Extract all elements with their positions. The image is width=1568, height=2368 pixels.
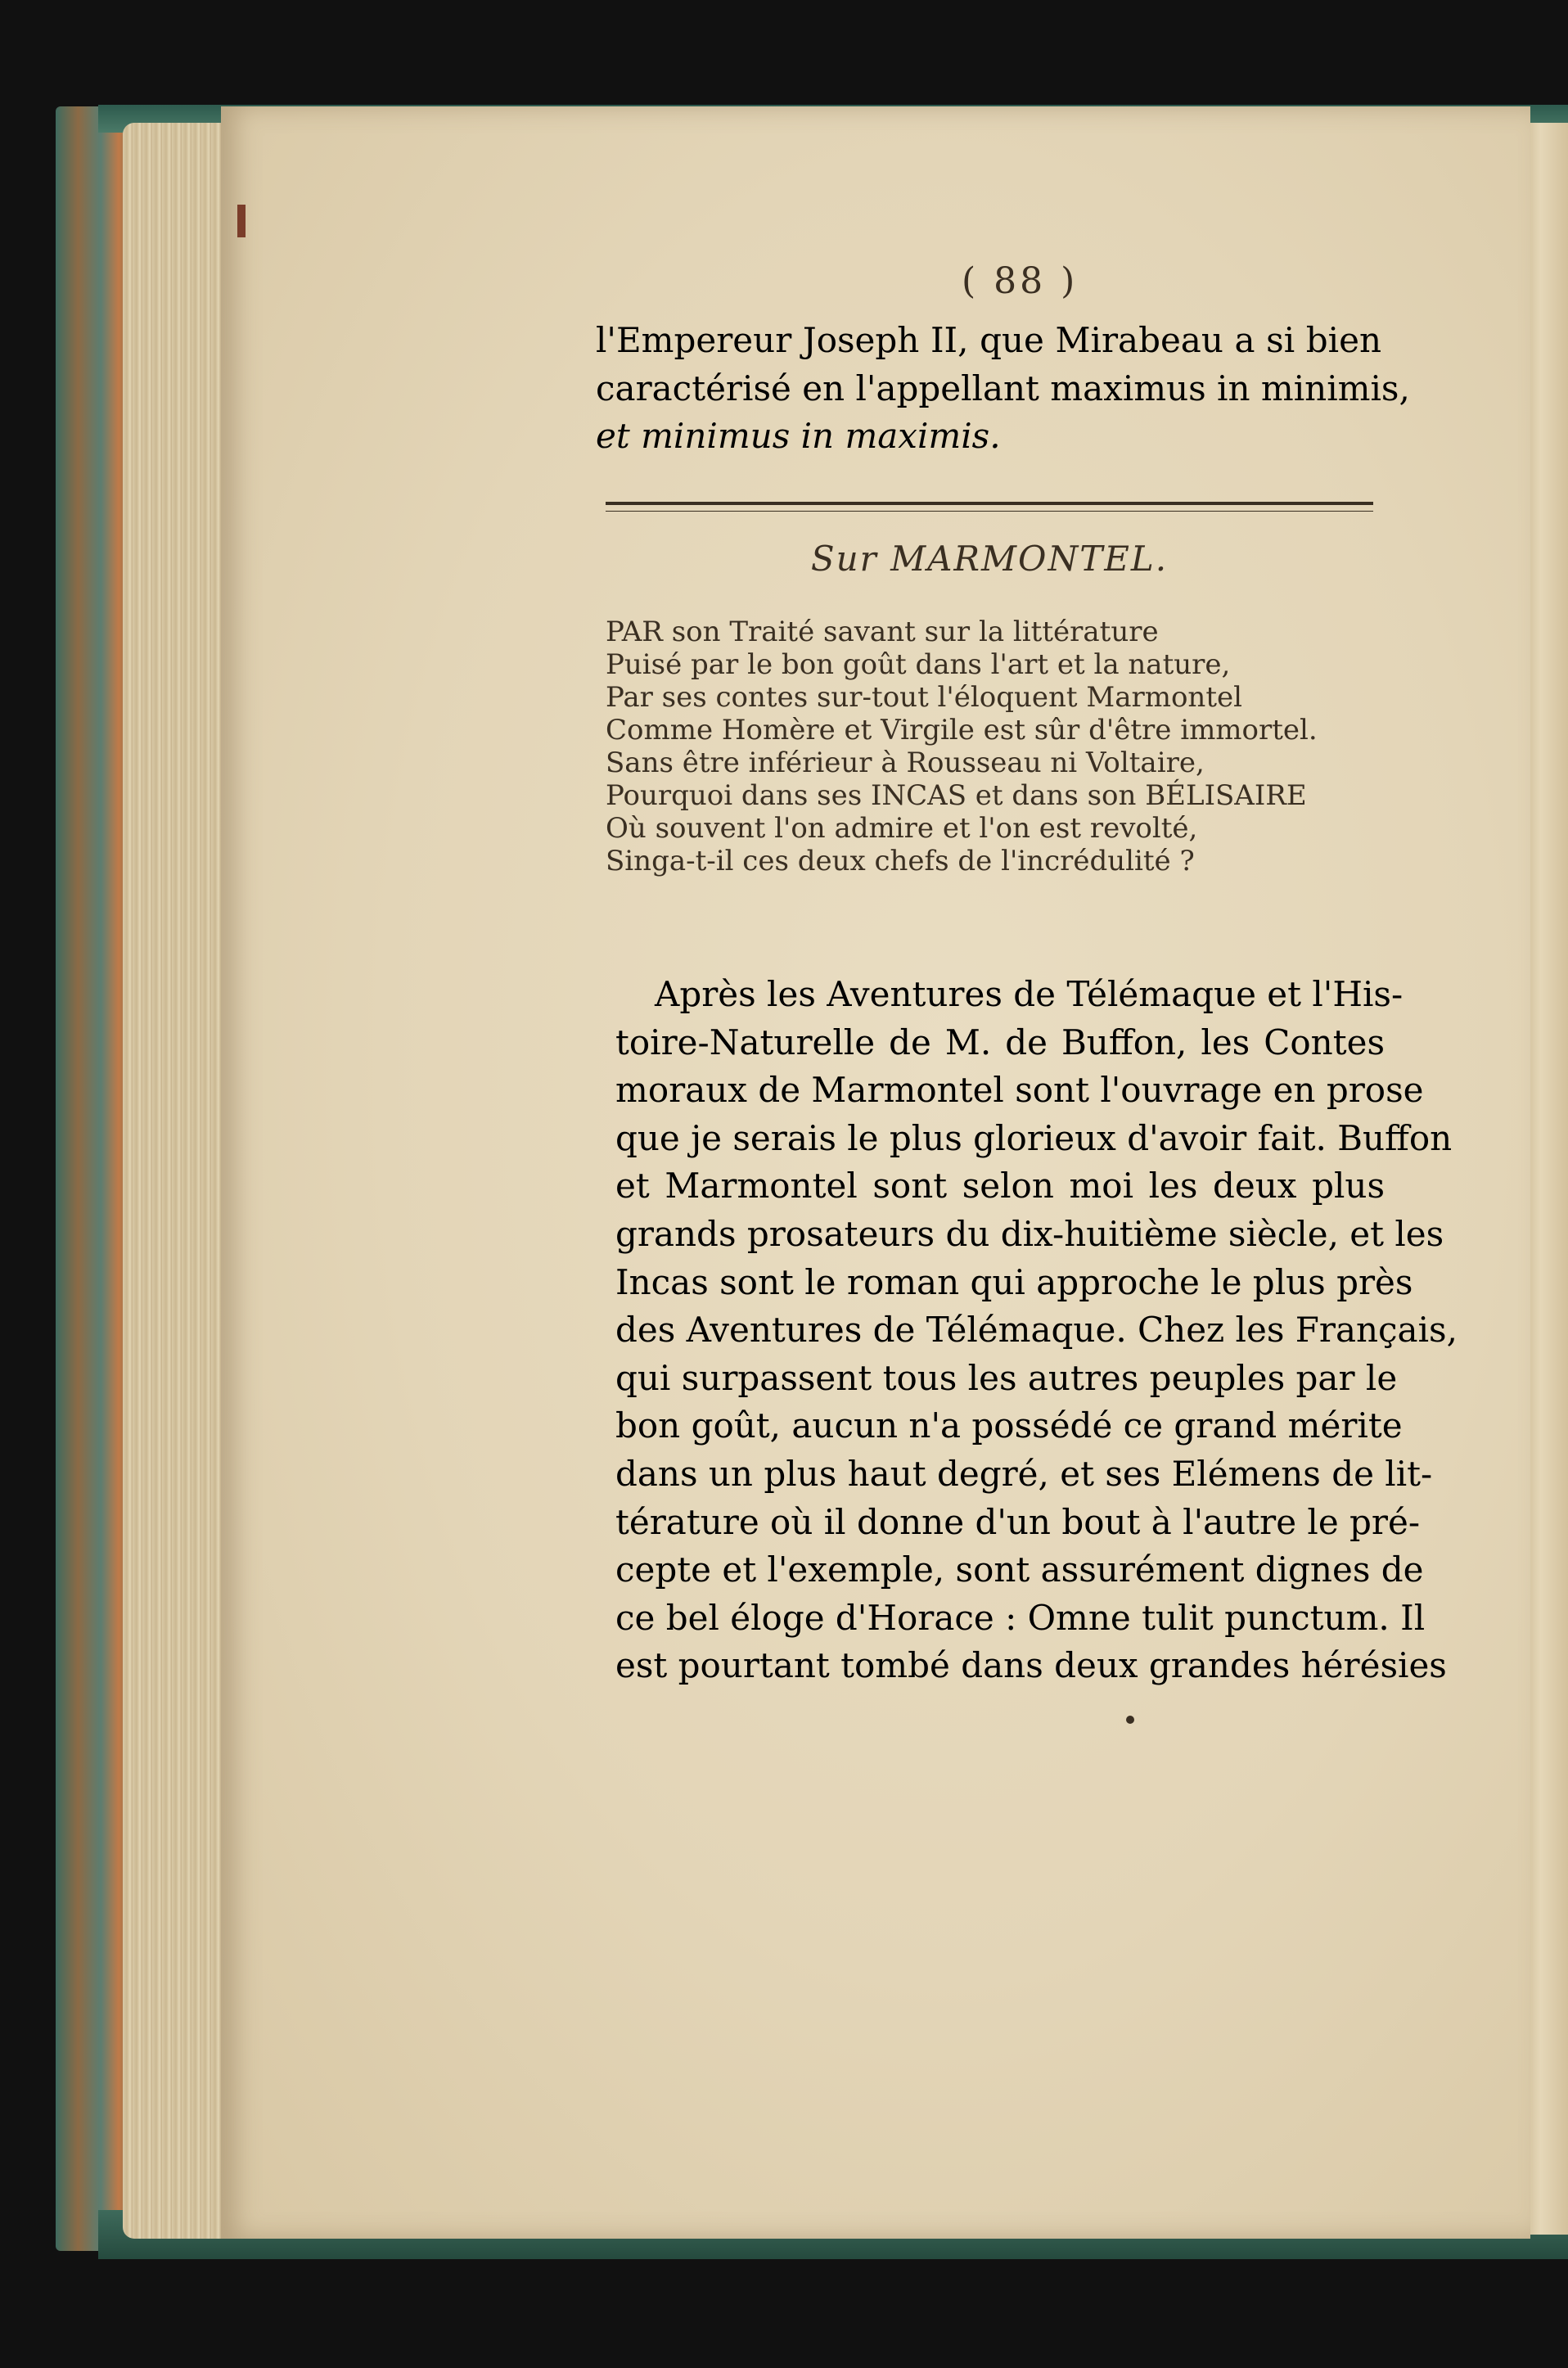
catchword-dot [1126,1716,1134,1724]
prose-line: grands prosateurs du dix-huitième siècle, et les [615,1213,1444,1254]
prose-line: est pourtant tombé dans deux grandes hérésies [615,1645,1447,1686]
poem-line: Où souvent l'on admire et l'on est revolté, [606,812,1198,845]
prose-line: térature où il donne d'un bout à l'autre le pré- [615,1501,1421,1542]
poem-line: Par ses contes sur-tout l'éloquent Marmontel [606,681,1242,714]
prose-line: Incas sont le roman qui approche le plus près [615,1261,1413,1302]
section-divider [606,502,1373,512]
prose-line: toire-Naturelle de M. de Buffon, les Contes [615,1022,1385,1062]
prose-line: moraux de Marmontel sont l'ouvrage en prose [615,1070,1424,1111]
poem-line: Singa-t-il ces deux chefs de l'incrédulité ? [606,845,1195,877]
top-paragraph [596,317,1410,461]
prose-line: cepte et l'exemple, sont assurément dignes de [615,1549,1424,1590]
prose-line: Après les Aventures de Télémaque et l'His- [655,974,1404,1014]
prose-line: des Aventures de Télémaque. Chez les Français, [615,1310,1458,1351]
prose-line: bon goût, aucun n'a possédé ce grand mérite [615,1405,1403,1446]
prose-paragraph [615,971,1458,1690]
page-number: ( 88 ) [962,260,1079,302]
prose-line: dans un plus haut degré, et ses Elémens de lit- [615,1453,1433,1494]
poem-line: Sans être inférieur à Rousseau ni Voltaire, [606,746,1205,779]
text-line: et minimus in maximis. [596,416,1001,457]
poem [606,616,1326,877]
prose-line: ce bel éloge d'Horace : Omne tulit punctum. Il [615,1597,1426,1638]
poem-line: PAR son Traité savant sur la littérature [606,616,1159,648]
page-tab-mark [237,205,246,237]
text-line: l'Empereur Joseph II, que Mirabeau a si bien [596,320,1381,360]
poem-line: Pourquoi dans ses INCAS et dans son BÉLISAIRE [606,779,1307,812]
section-heading: Sur MARMONTEL. [810,539,1169,579]
poem-line: Comme Homère et Virgile est sûr d'être immortel. [606,714,1318,746]
prose-line: que je serais le plus glorieux d'avoir fait. Buffon [615,1117,1453,1158]
prose-line: et Marmontel sont selon moi les deux plus [615,1166,1385,1207]
text-line: caractérisé en l'appellant maximus in minimis, [596,368,1410,408]
prose-line: qui surpassent tous les autres peuples par le [615,1357,1398,1398]
poem-line: Puisé par le bon goût dans l'art et la nature, [606,648,1231,681]
